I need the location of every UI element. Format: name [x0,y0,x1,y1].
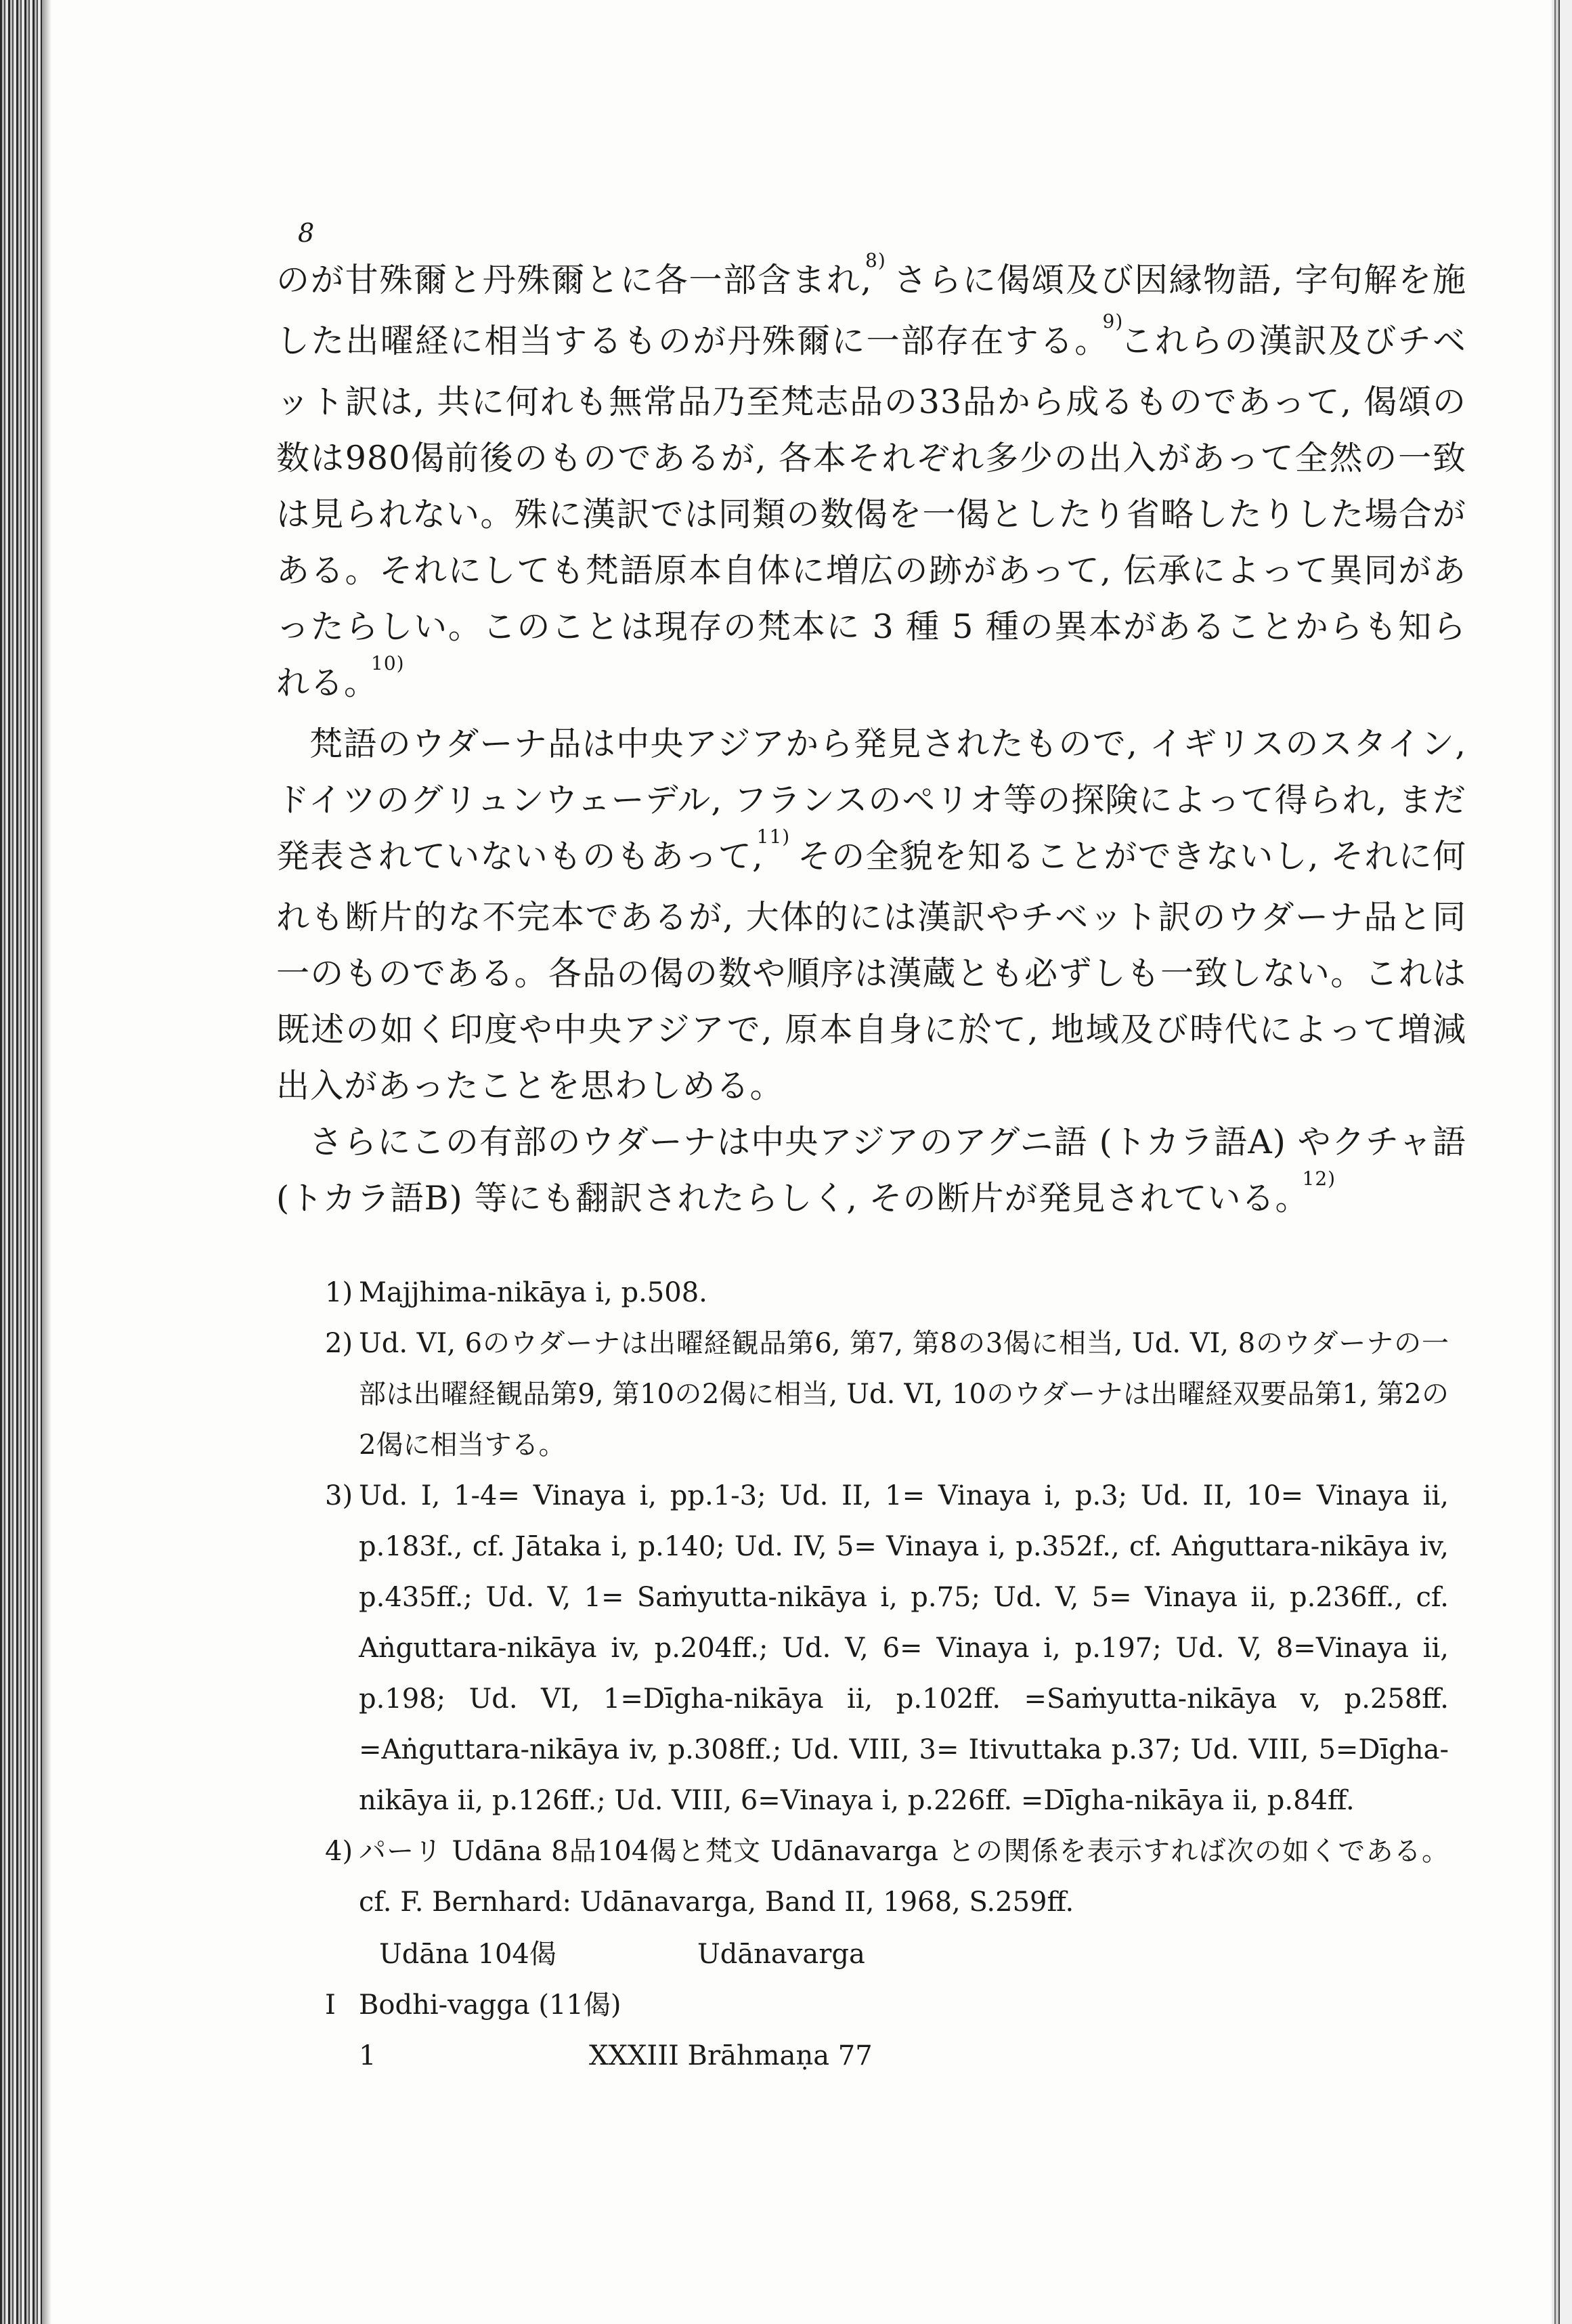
footnote-text: Ud. VI, 6のウダーナは出曜経観品第6, 第7, 第8の3偈に相当, Ud. VI, 8のウダーナの一部は出曜経観品第9, 第10の2偈に相当, Ud. VI, 10のウダーナは出曜経双要品第1, 第2の2偈に相当する。 [359,1328,1449,1461]
main-text [276,249,1467,1231]
footnote-ref-10: 10) [371,652,405,674]
section-roman-numeral: I [325,1989,336,2021]
page-number: 8 [298,218,315,248]
p2-pre: 梵語のウダーナ品は中央アジアから発見されたもので, イギリスのスタイン, ドイツのグリュンウェーデル, フランスのペリオ等の探険によって得られ, まだ発表されていないものもあって, [276,725,1466,876]
p1-mid: さらに偈頌及び因縁物語, 字句解を施した出曜経に相当するものが丹殊爾に一部存在する。 [276,261,1467,360]
table-cell-udanavarga: XXXIII Brāhmaṇa 77 [589,2040,873,2071]
comparison-table-header [325,1929,1449,1980]
p3-pre: さらにこの有部のウダーナは中央アジアのアグニ語 (トカラ語A) やクチャ語 (トカラ語B) 等にも翻訳されたらしく, その断片が発見されている。 [276,1123,1466,1218]
section-title: Bodhi-vagga (11偈) [359,1989,621,2021]
footnote-ref-8: 8) [865,249,886,272]
footnotes [325,1268,1449,2082]
footnote-ref-12: 12) [1302,1167,1336,1190]
table-section-row [325,1980,1449,2031]
paragraph-2 [276,716,1466,1114]
footnote-text: Majjhima-nikāya i, p.508. [359,1277,707,1308]
footnote-number: 4) [325,1836,353,1867]
footnote-3 [325,1471,1449,1826]
page-right-edge [1552,0,1572,2324]
footnote-4 [325,1826,1449,1928]
footnote-text: パーリ Udāna 8品104偈と梵文 Udānavarga との関係を表示すれば次の如くである。cf. F. Bernhard: Udānavarga, Band II, 1968, S.259ff. [359,1836,1449,1918]
p1-pre: のが甘殊爾と丹殊爾とに各一部含まれ, [276,261,873,299]
p1-post: これらの漢訳及びチベット訳は, 共に何れも無常品乃至梵志品の33品から成るものであって, 偈頌の数は980偈前後のものであるが, 各本それぞれ多少の出入があって全然の一致は見られない。殊に漢訳では同類の数偈を一偈としたり省略したりした場合がある。それにしても梵語原本自体に増広の跡があって, 伝承によって異同があったらしい。このことは現存の梵本に 3 種 5 種の異本があることからも知られる。 [276,322,1466,702]
paragraph-3 [276,1114,1466,1231]
p2-post: その全貌を知ることができないし, それに何れも断片的な不完本であるが, 大体的には漢訳やチベット訳のウダーナ品と同一のものである。各品の偈の数や順序は漢蔵とも必ずしも一致しない。これは既述の如く印度や中央アジアで, 原本自身に於て, 地域及び時代によって増減出入があったことを思わしめる。 [276,837,1467,1105]
footnote-number: 2) [325,1328,353,1359]
table-col-udana: Udāna 104偈 [379,1939,556,1970]
footnote-ref-9: 9) [1102,310,1124,332]
paragraph-1 [276,249,1467,716]
table-row [325,2031,1449,2082]
table-cell-udana: 1 [359,2040,376,2071]
footnote-text: Ud. I, 1-4= Vinaya i, pp.1-3; Ud. II, 1= Vinaya i, p.3; Ud. II, 10= Vinaya ii, p.183f., cf. Jātaka i, p.140; Ud. IV, 5= Vinaya i, p.352f., cf. Aṅguttara-nikāya iv, p.435ff.; Ud. V, 1= Saṁyutta-nikāya i, p.75; Ud. V, 5= Vinaya ii, p.236ff., cf. Aṅguttara-nikāya iv, p.204ff.; Ud. V, 6= Vinaya i, p.197; Ud. V, 8=Vinaya ii, p.198; Ud. VI, 1=Dīgha-nikāya ii, p.102ff. =Saṁyutta-nikāya v, p.258ff. =Aṅguttara-nikāya iv, p.308ff.; Ud. VIII, 3= Itivuttaka p.37; Ud. VIII, 5=Dīgha-nikāya ii, p.126ff.; Ud. VIII, 6=Vinaya i, p.226ff. =Dīgha-nikāya ii, p.84ff. [359,1480,1449,1816]
table-col-udanavarga: Udānavarga [697,1939,865,1970]
footnote-number: 3) [325,1480,353,1511]
footnote-ref-11: 11) [756,825,791,848]
footnote-1 [325,1268,1449,1318]
footnote-number: 1) [325,1277,353,1308]
book-binding-edge [0,0,42,2324]
footnote-2 [325,1318,1449,1471]
